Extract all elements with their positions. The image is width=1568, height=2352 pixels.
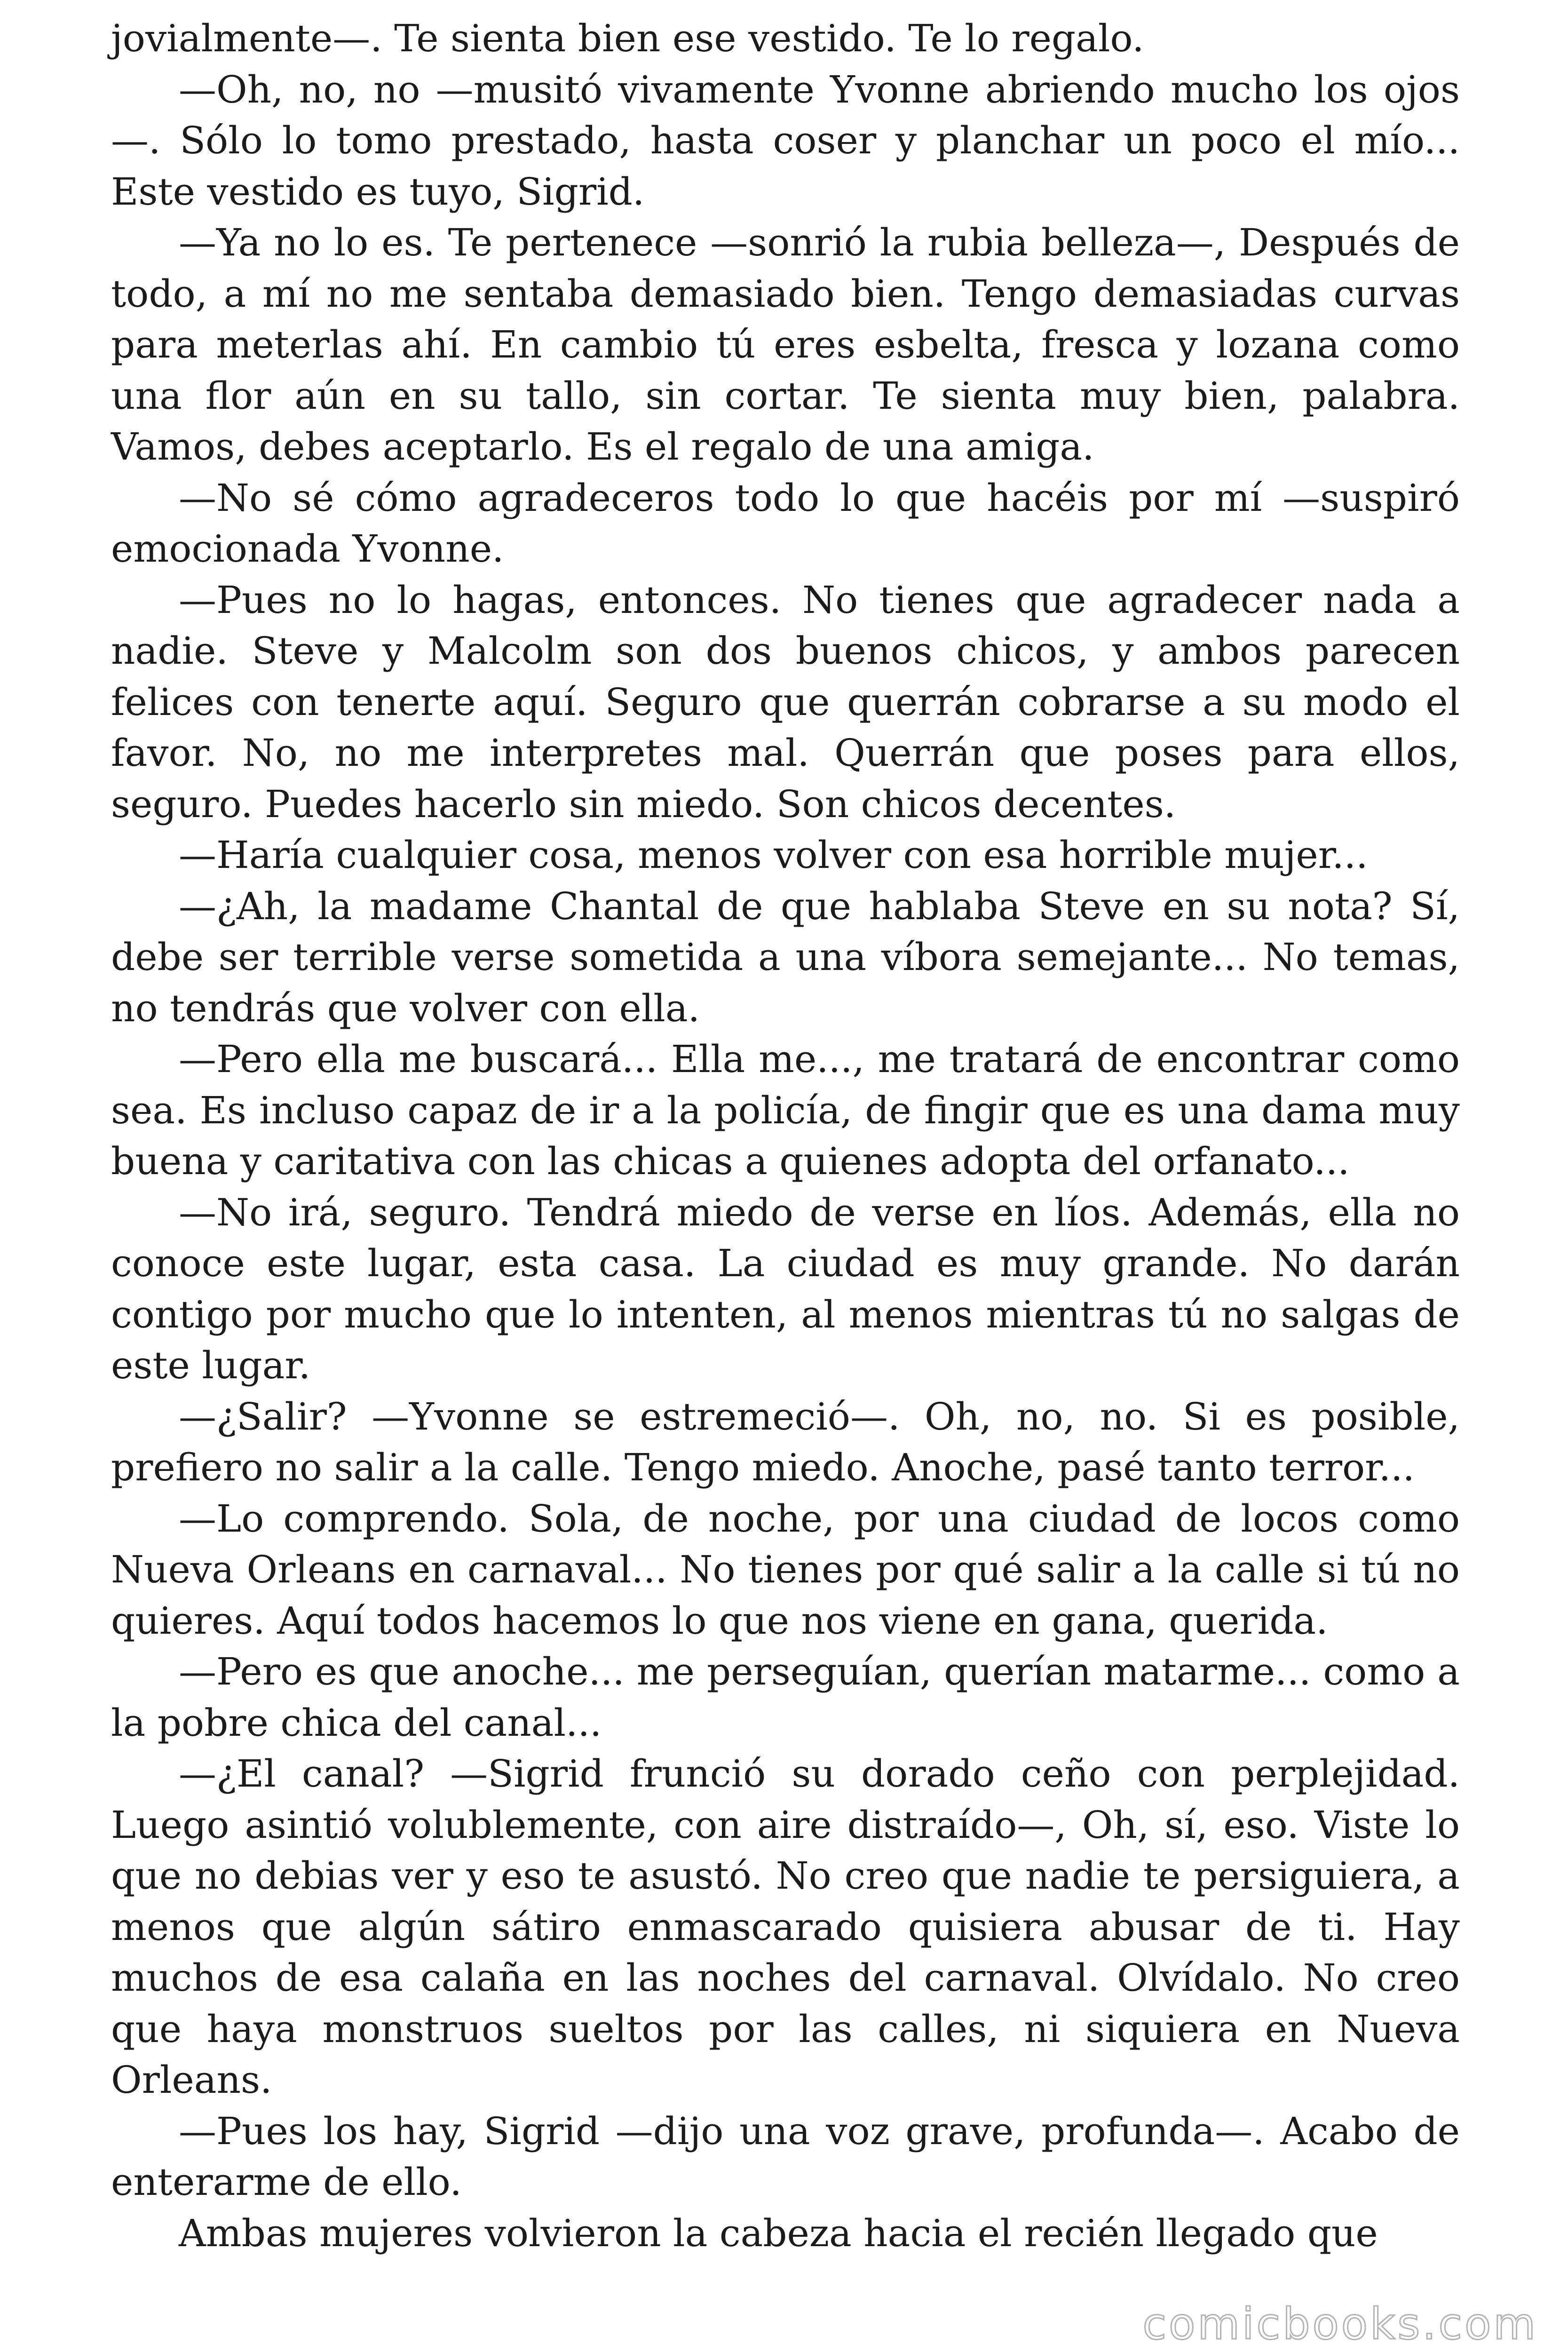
paragraph: —Haría cualquier cosa, menos volver con esa horrible mujer... (179, 833, 1368, 877)
paragraph: —Pero ella me buscará... Ella me..., me tratará de encontrar como sea. Es incluso capaz de ir a la policía, de fingir que es una dama muy buena y caritativa con las chicas a quienes adopta del orfanato... (111, 1037, 1460, 1183)
paragraph: —¿El canal? —Sigrid frunció su dorado ceño con perplejidad. Luego asintió volublemente, con aire distraído—, Oh, sí, eso. Viste lo que no debias ver y eso te asustó. No creo que nadie te persiguiera, a menos que algún sátiro enmascarado quisiera abusar de ti. Hay muchos de esa calaña en las noches del carnaval. Olvídalo. No creo que haya monstruos sueltos por las calles, ni siquiera en Nueva Orleans. (111, 1752, 1460, 2102)
paragraph-continued: jovialmente—. Te sienta bien ese vestido. Te lo regalo. (111, 16, 1144, 60)
paragraph: —Pero es que anoche... me perseguían, querían matarme... como a la pobre chica del canal... (111, 1650, 1460, 1745)
paragraph: —Oh, no, no —musitó vivamente Yvonne abriendo mucho los ojos —. Sólo lo tomo prestado, hasta coser y planchar un poco el mío... Este vestido es tuyo, Sigrid. (111, 67, 1460, 214)
paragraph: —Pues los hay, Sigrid —dijo una voz grave, profunda—. Acabo de enterarme de ello. (111, 2109, 1460, 2204)
paragraph: —Pues no lo hagas, entonces. No tienes que agradecer nada a nadie. Steve y Malcolm son dos buenos chicos, y ambos parecen felices con tenerte aquí. Seguro que querrán cobrarse a su modo el favor. No, no me interpretes mal. Querrán que poses para ellos, seguro. Puedes hacerlo sin miedo. Son chicos decentes. (111, 578, 1460, 826)
paragraph: —Lo comprendo. Sola, de noche, por una ciudad de locos como Nueva Orleans en carnaval... No tienes por qué salir a la calle si tú no quieres. Aquí todos hacemos lo que nos viene en gana, querida. (111, 1496, 1460, 1643)
watermark: comicbooks.com (1142, 2299, 1538, 2349)
paragraph: —¿Salir? —Yvonne se estremeció—. Oh, no, no. Si es posible, prefiero no salir a la calle. Tengo miedo. Anoche, pasé tanto terror... (111, 1394, 1460, 1489)
paragraph: —No sé cómo agradeceros todo lo que hacéis por mí —suspiró emocionada Yvonne. (111, 476, 1460, 571)
book-page-text (111, 13, 1460, 2259)
paragraph: Ambas mujeres volvieron la cabeza hacia el recién llegado que (179, 2211, 1378, 2255)
paragraph: —¿Ah, la madame Chantal de que hablaba Steve en su nota? Sí, debe ser terrible verse sometida a una víbora semejante... No temas, no tendrás que volver con ella. (111, 884, 1460, 1030)
paragraph: —Ya no lo es. Te pertenece —sonrió la rubia belleza—, Después de todo, a mí no me sentaba demasiado bien. Tengo demasiadas curvas para meterlas ahí. En cambio tú eres esbelta, fresca y lozana como una flor aún en su tallo, sin cortar. Te sienta muy bien, palabra. Vamos, debes aceptarlo. Es el regalo de una amiga. (111, 221, 1460, 469)
paragraph: —No irá, seguro. Tendrá miedo de verse en líos. Además, ella no conoce este lugar, esta casa. La ciudad es muy grande. No darán contigo por mucho que lo intenten, al menos mientras tú no salgas de este lugar. (111, 1190, 1460, 1387)
